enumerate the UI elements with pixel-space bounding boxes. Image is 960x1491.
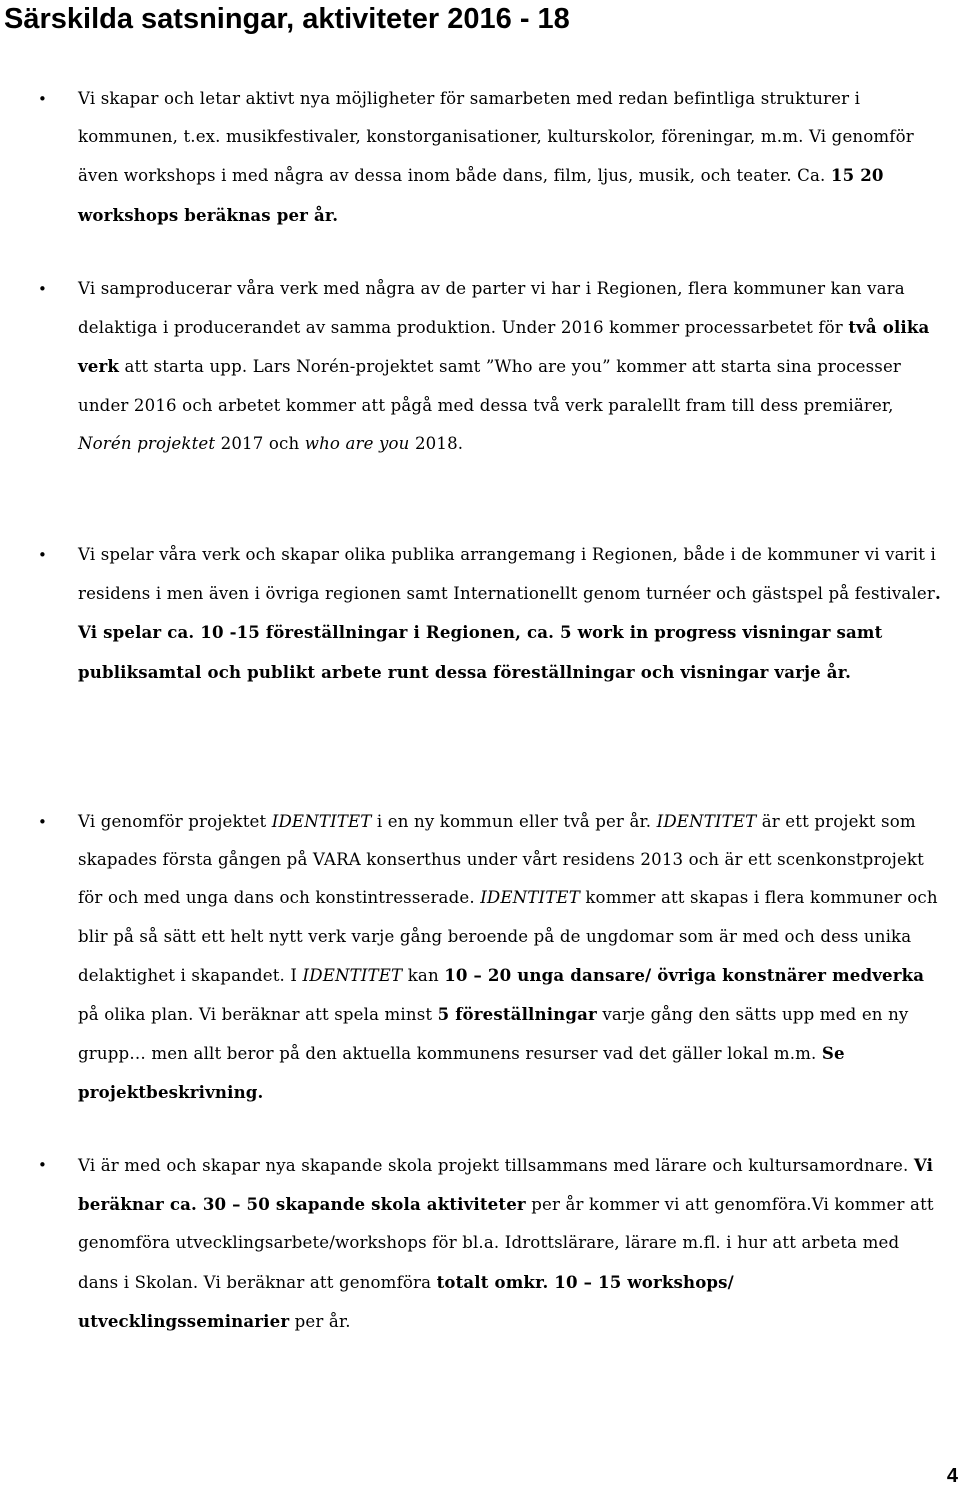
paragraph (78, 613, 944, 691)
bold-text: Se projektbeskrivning. (78, 1043, 845, 1103)
bullet-icon: • (38, 1156, 47, 1174)
text-run: varje gång den sätts upp med en ny grupp… men allt beror på den aktuella kommunens resurser vad det gäller lokal m.m. (78, 1005, 909, 1064)
text-run: i en ny kommun eller två per år. (371, 812, 657, 831)
paragraph (78, 803, 944, 1113)
text-run: att starta upp. Lars Norén-projektet samt ”Who are you” kommer att starta sina processer under 2016 och arbetet kommer att pågå med dessa två verk paralellt fram till dess premiärer, (78, 357, 902, 415)
text-run: 2017 och (215, 433, 305, 453)
text-run: Vi spelar våra verk och skapar olika publika arrangemang i Regionen, både i de kommuner vi varit i residens i men även i övriga regionen samt Internationellt genom turnéer och gästspel på festivaler (78, 545, 936, 604)
bold-text: två olika verk (78, 317, 930, 377)
italic-text: IDENTITET (271, 812, 372, 831)
page-title: Särskilda satsningar, aktiviteter 2016 - 18 (4, 3, 570, 35)
text-run: Vi skapar och letar aktivt nya möjligheter för samarbeten med redan befintliga strukturer i kommunen, t.ex. musikfestivaler, konstorganisationer, kulturskolor, föreningar, m.m. Vi genomför även workshops i med några av dessa inom både dans, film, ljus, musik, och teater. Ca. (78, 89, 914, 186)
bold-text: Vi beräknar ca. 30 – 50 skapande skola aktiviteter (78, 1155, 934, 1215)
text-run: per år. (289, 1311, 351, 1331)
list-item (38, 803, 944, 1113)
list-item (38, 536, 944, 692)
italic-text: IDENTITET (656, 812, 757, 831)
page-number: 4 (946, 1465, 958, 1487)
text-run: Vi är med och skapar nya skapande skola projekt tillsammans med lärare och kultursamordnare. (78, 1156, 914, 1175)
list-item (38, 270, 944, 463)
bullet-icon: • (38, 280, 47, 298)
bullet-icon: • (38, 813, 47, 831)
bold-text: 10 – 20 unga dansare/ övriga konstnärer medverka (444, 964, 925, 985)
list-item (38, 1146, 944, 1341)
text-run: på olika plan. Vi beräknar att spela minst (78, 1005, 438, 1025)
text-run: 2018. (409, 433, 464, 453)
list-item (38, 80, 944, 235)
paragraph (78, 536, 944, 613)
text-run: per år kommer vi att genomföra.Vi kommer att genomföra utvecklingsarbete/workshops för bl.a. Idrottslärare, lärare m.fl. i hur att arbeta med dans i Skolan. Vi beräknar att genomföra (78, 1195, 934, 1292)
bold-text: . (934, 583, 941, 604)
italic-text: who are you (304, 433, 410, 453)
paragraph (78, 1146, 944, 1341)
italic-text: IDENTITET (302, 965, 403, 985)
bold-text: Vi spelar ca. 10 -15 föreställningar i Regionen, ca. 5 work in progress visningar samt publiksamtal och publikt arbete runt dessa föreställningar och visningar varje år. (78, 622, 883, 682)
bold-text: 5 föreställningar (437, 1004, 597, 1025)
italic-text: IDENTITET (480, 888, 580, 908)
text-run: Vi genomför projektet (78, 812, 272, 831)
bullet-icon: • (38, 90, 47, 108)
bold-text: 15 20 workshops beräknas per år. (78, 165, 884, 225)
paragraph (78, 80, 944, 235)
text-run: kommer att skapas i flera kommuner och blir på så sätt ett helt nytt verk varje gång beroende på de ungdomar som är med och dess unika delaktighet i skapandet. I (78, 888, 938, 985)
bold-text: totalt omkr. 10 – 15 workshops/ utvecklingsseminarier (78, 1271, 734, 1331)
text-run: är ett projekt som skapades första gången på VARA konserthus under vårt residens 2013 och är ett scenkonstprojekt för och med unga dans och konstintresserade. (78, 812, 924, 908)
text-run: Vi samproducerar våra verk med några av de parter vi har i Regionen, flera kommuner kan vara delaktiga i producerandet av samma produktion. Under 2016 kommer processarbetet för (78, 279, 905, 338)
text-run: kan (402, 965, 445, 985)
italic-text: Norén projektet (78, 433, 216, 453)
paragraph (78, 270, 944, 463)
bullet-icon: • (38, 546, 47, 564)
